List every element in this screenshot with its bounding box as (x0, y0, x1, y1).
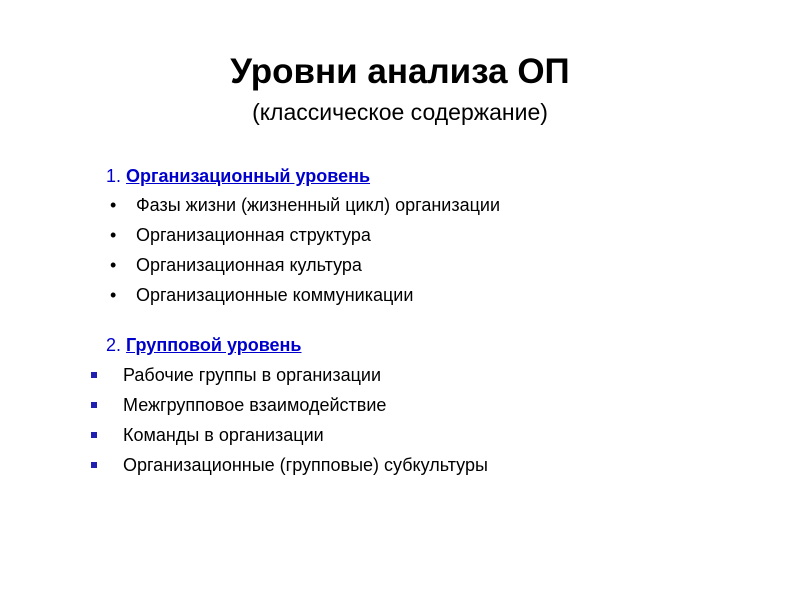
list-item (110, 223, 500, 253)
group-level-link[interactable]: Групповой уровень (126, 335, 302, 355)
list-item (123, 363, 488, 393)
bullet-dot-icon: • (110, 225, 117, 245)
list-item-text: Организационная культура (136, 255, 362, 275)
list-item (110, 193, 501, 223)
bullet-dot-icon: • (110, 285, 117, 305)
bullet-dot-icon: • (110, 255, 117, 275)
bullet-square-icon (91, 432, 97, 438)
section-organizational (106, 164, 370, 188)
list-item-text: Межгрупповое взаимодействие (123, 395, 387, 415)
list-item (110, 253, 500, 283)
list-item-text: Организационная структура (136, 225, 371, 245)
slide-subtitle: (классическое содержание) (252, 99, 548, 125)
list-item-text: Фазы жизни (жизненный цикл) организации (136, 195, 501, 215)
list-item-text: Команды в организации (123, 425, 324, 445)
list-item-text: Рабочие группы в организации (123, 365, 382, 385)
list-item-text: Организационные коммуникации (136, 285, 414, 305)
bullet-dot-icon: • (110, 195, 117, 215)
list-item-text: Организационные (групповые) субкультуры (123, 455, 488, 475)
section-group (106, 333, 302, 357)
list-item (123, 423, 488, 453)
bullet-square-icon (91, 462, 97, 468)
list-item (123, 393, 488, 423)
list-item (123, 453, 488, 483)
organizational-level-link[interactable]: Организационный уровень (126, 166, 371, 186)
section-number: 1. (106, 166, 122, 186)
bullet-square-icon (91, 402, 97, 408)
slide-title: Уровни анализа ОП (230, 52, 570, 91)
list-item (110, 283, 500, 313)
bullet-square-icon (91, 372, 97, 378)
group-level-list (123, 363, 488, 483)
organizational-level-list (110, 193, 501, 313)
section-number: 2. (106, 335, 122, 355)
